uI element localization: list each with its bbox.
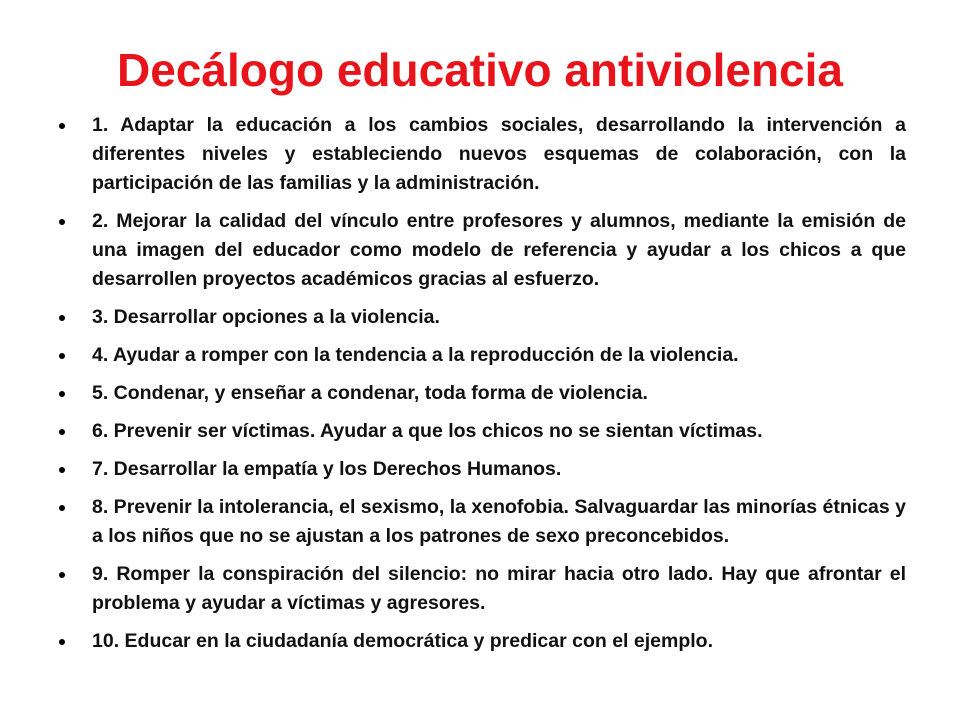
bullet-icon xyxy=(56,207,92,236)
list-item xyxy=(56,627,906,656)
list-item xyxy=(56,417,906,446)
bullet-icon xyxy=(56,417,92,446)
list-item xyxy=(56,493,906,551)
list-item xyxy=(56,455,906,484)
list-item-text: 10. Educar en la ciudadanía democrática y predicar con el ejemplo. xyxy=(92,630,713,652)
list-item xyxy=(56,560,906,618)
list-item xyxy=(56,207,906,294)
list-item-text: 4. Ayudar a romper con la tendencia a la reproducción de la violencia. xyxy=(92,344,739,366)
list-item-text: 3. Desarrollar opciones a la violencia. xyxy=(92,306,440,328)
bullet-icon xyxy=(56,627,92,656)
list-item-text: 7. Desarrollar la empatía y los Derechos Humanos. xyxy=(92,458,562,480)
bullet-icon xyxy=(56,111,92,140)
list-item-text: 8. Prevenir la intolerancia, el sexismo, la xenofobia. Salvaguardar las minorías étnicas y a los niños que no se ajustan a los patrones de sexo preconcebidos. xyxy=(92,496,906,547)
list-item-text: 1. Adaptar la educación a los cambios sociales, desarrollando la intervención a diferentes niveles y estableciendo nuevos esquemas de colaboración, con la participación de las familias y la administración. xyxy=(92,114,906,194)
slide-title: Decálogo educativo antiviolencia xyxy=(117,44,843,96)
list-item-text: 6. Prevenir ser víctimas. Ayudar a que los chicos no se sientan víctimas. xyxy=(92,420,763,442)
list-item xyxy=(56,341,906,370)
list-item-text: 5. Condenar, y enseñar a condenar, toda forma de violencia. xyxy=(92,382,648,404)
bullet-icon xyxy=(56,303,92,332)
decalogue-list xyxy=(56,111,906,665)
bullet-icon xyxy=(56,341,92,370)
list-item xyxy=(56,379,906,408)
list-item-text: 2. Mejorar la calidad del vínculo entre profesores y alumnos, mediante la emisión de una imagen del educador como modelo de referencia y ayudar a los chicos a que desarrollen proyectos académicos gracias al esfuerzo. xyxy=(92,210,906,290)
bullet-icon xyxy=(56,493,92,522)
bullet-icon xyxy=(56,560,92,589)
bullet-icon xyxy=(56,379,92,408)
list-item xyxy=(56,303,906,332)
bullet-icon xyxy=(56,455,92,484)
list-item xyxy=(56,111,906,198)
list-item-text: 9. Romper la conspiración del silencio: no mirar hacia otro lado. Hay que afrontar el problema y ayudar a víctimas y agresores. xyxy=(92,563,906,614)
